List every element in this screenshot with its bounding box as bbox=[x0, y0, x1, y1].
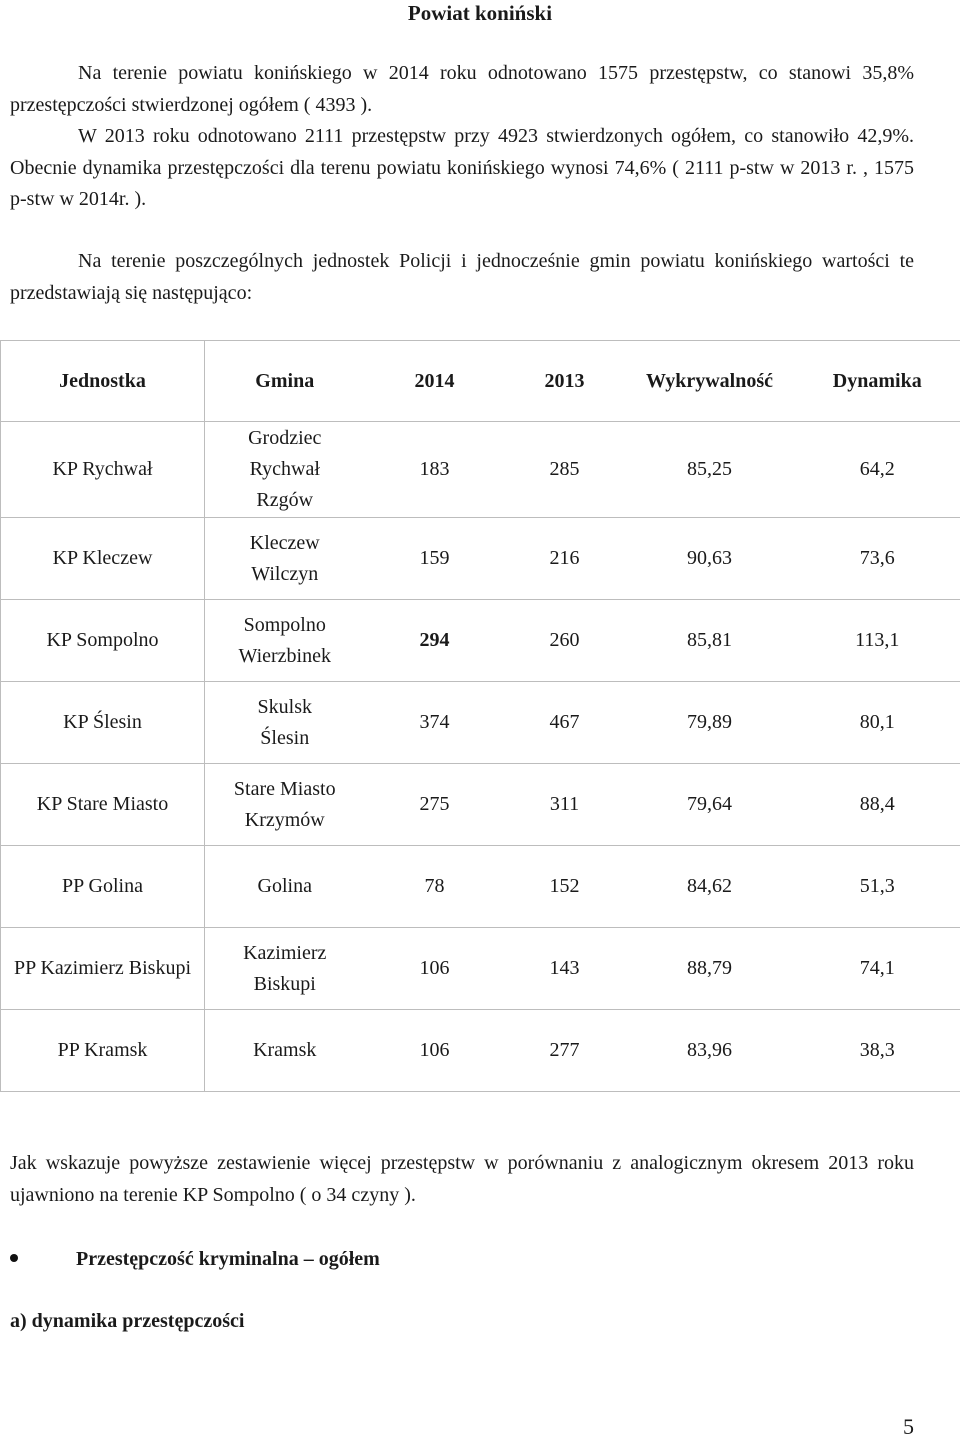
cell-detection: 79,89 bbox=[625, 682, 795, 764]
cell-unit: KP Ślesin bbox=[1, 682, 205, 764]
cell-dynamics: 113,1 bbox=[795, 600, 960, 682]
cell-gmina bbox=[205, 518, 365, 600]
gmina-name: Kazimierz bbox=[243, 941, 327, 964]
gmina-name: Ślesin bbox=[260, 726, 310, 749]
cell-gmina bbox=[205, 764, 365, 846]
cell-2013: 260 bbox=[505, 600, 625, 682]
cell-detection: 84,62 bbox=[625, 846, 795, 928]
gmina-name: Wilczyn bbox=[251, 562, 319, 585]
units-intro-text: Na terenie poszczególnych jednostek Policji i jednocześnie gmin powiatu konińskiego wartości te przedstawiają się następująco: bbox=[10, 250, 914, 304]
bullet-heading bbox=[10, 1244, 380, 1274]
cell-detection: 79,64 bbox=[625, 764, 795, 846]
header-unit: Jednostka bbox=[1, 341, 205, 422]
cell-2013: 467 bbox=[505, 682, 625, 764]
gmina-name: Golina bbox=[257, 875, 312, 897]
cell-unit: KP Stare Miasto bbox=[1, 764, 205, 846]
cell-gmina bbox=[205, 600, 365, 682]
gmina-name: Stare Miasto bbox=[233, 777, 336, 800]
cell-unit: KP Kleczew bbox=[1, 518, 205, 600]
units-intro-paragraph bbox=[10, 246, 914, 309]
table-row bbox=[1, 928, 960, 1010]
cell-2014: 106 bbox=[365, 928, 505, 1010]
cell-gmina bbox=[205, 928, 365, 1010]
subheading: a) dynamika przestępczości bbox=[10, 1310, 245, 1332]
table-row bbox=[1, 846, 960, 928]
cell-2014: 275 bbox=[365, 764, 505, 846]
cell-dynamics: 51,3 bbox=[795, 846, 960, 928]
gmina-name: Rzgów bbox=[256, 489, 314, 511]
gmina-name: Skulsk bbox=[257, 695, 312, 718]
cell-dynamics: 88,4 bbox=[795, 764, 960, 846]
intro-line-2014: Na terenie powiatu konińskiego w 2014 roku odnotowano 1575 przestępstw, co stanowi 35,8% przestępczości stwierdzonej ogółem ( 4393 ). bbox=[10, 62, 914, 116]
intro-paragraph bbox=[10, 58, 914, 216]
intro-line-2013: W 2013 roku odnotowano 2111 przestępstw przy 4923 stwierdzonych ogółem, co stanowiło 42,9%. Obecnie dynamika przestępczości dla terenu powiatu konińskiego wynosi 74,6% ( 2111 p-stw w 2013 r. , 1575 p-stw w 2014r. ). bbox=[10, 125, 914, 210]
cell-detection: 85,81 bbox=[625, 600, 795, 682]
gmina-name: Rychwał bbox=[249, 458, 320, 480]
page-number: 5 bbox=[903, 1414, 914, 1439]
gmina-name: Sompolno bbox=[243, 613, 326, 636]
cell-gmina bbox=[205, 682, 365, 764]
cell-gmina bbox=[205, 1010, 365, 1092]
header-2013: 2013 bbox=[505, 341, 625, 422]
table-row bbox=[1, 518, 960, 600]
header-gmina: Gmina bbox=[205, 341, 365, 422]
cell-detection: 85,25 bbox=[625, 422, 795, 518]
cell-2013: 277 bbox=[505, 1010, 625, 1092]
cell-unit: KP Rychwał bbox=[1, 422, 205, 518]
cell-dynamics: 64,2 bbox=[795, 422, 960, 518]
page-title: Powiat koniński bbox=[407, 1, 553, 25]
gmina-name: Krzymów bbox=[244, 808, 325, 831]
cell-2014: 159 bbox=[365, 518, 505, 600]
gmina-name: Wierzbinek bbox=[238, 644, 331, 667]
gmina-name: Grodziec bbox=[248, 427, 322, 449]
cell-2014: 183 bbox=[365, 422, 505, 518]
bullet-icon bbox=[10, 1254, 18, 1262]
header-2014: 2014 bbox=[365, 341, 505, 422]
bullet-heading-text: Przestępczość kryminalna – ogółem bbox=[76, 1248, 380, 1270]
summary-text: Jak wskazuje powyższe zestawienie więcej przestępstw w porównaniu z analogicznym okresem 2013 roku ujawniono na terenie KP Sompolno ( o 34 czyny ). bbox=[10, 1152, 914, 1206]
cell-unit: PP Kramsk bbox=[1, 1010, 205, 1092]
cell-gmina bbox=[205, 846, 365, 928]
crime-table bbox=[0, 340, 960, 1092]
cell-2013: 143 bbox=[505, 928, 625, 1010]
cell-dynamics: 74,1 bbox=[795, 928, 960, 1010]
table-header-row bbox=[1, 341, 960, 422]
cell-2013: 216 bbox=[505, 518, 625, 600]
table-row bbox=[1, 764, 960, 846]
gmina-name: Kleczew bbox=[249, 531, 320, 554]
cell-detection: 83,96 bbox=[625, 1010, 795, 1092]
cell-unit: PP Golina bbox=[1, 846, 205, 928]
cell-dynamics: 73,6 bbox=[795, 518, 960, 600]
cell-detection: 88,79 bbox=[625, 928, 795, 1010]
cell-2014: 78 bbox=[365, 846, 505, 928]
table-row bbox=[1, 682, 960, 764]
cell-2014: 294 bbox=[365, 600, 505, 682]
table-row bbox=[1, 600, 960, 682]
crime-table-container bbox=[0, 340, 960, 1092]
gmina-name: Kramsk bbox=[253, 1039, 317, 1061]
gmina-name: Biskupi bbox=[253, 972, 316, 995]
cell-2014: 374 bbox=[365, 682, 505, 764]
cell-unit: KP Sompolno bbox=[1, 600, 205, 682]
cell-2013: 285 bbox=[505, 422, 625, 518]
cell-unit: PP Kazimierz Biskupi bbox=[1, 928, 205, 1010]
cell-2013: 152 bbox=[505, 846, 625, 928]
cell-gmina bbox=[205, 422, 365, 518]
cell-2014: 106 bbox=[365, 1010, 505, 1092]
summary-paragraph bbox=[10, 1148, 914, 1211]
cell-dynamics: 80,1 bbox=[795, 682, 960, 764]
header-dynamics: Dynamika bbox=[795, 341, 960, 422]
cell-detection: 90,63 bbox=[625, 518, 795, 600]
header-detection: Wykrywalność bbox=[625, 341, 795, 422]
cell-dynamics: 38,3 bbox=[795, 1010, 960, 1092]
cell-2013: 311 bbox=[505, 764, 625, 846]
table-row bbox=[1, 1010, 960, 1092]
table-row bbox=[1, 422, 960, 518]
